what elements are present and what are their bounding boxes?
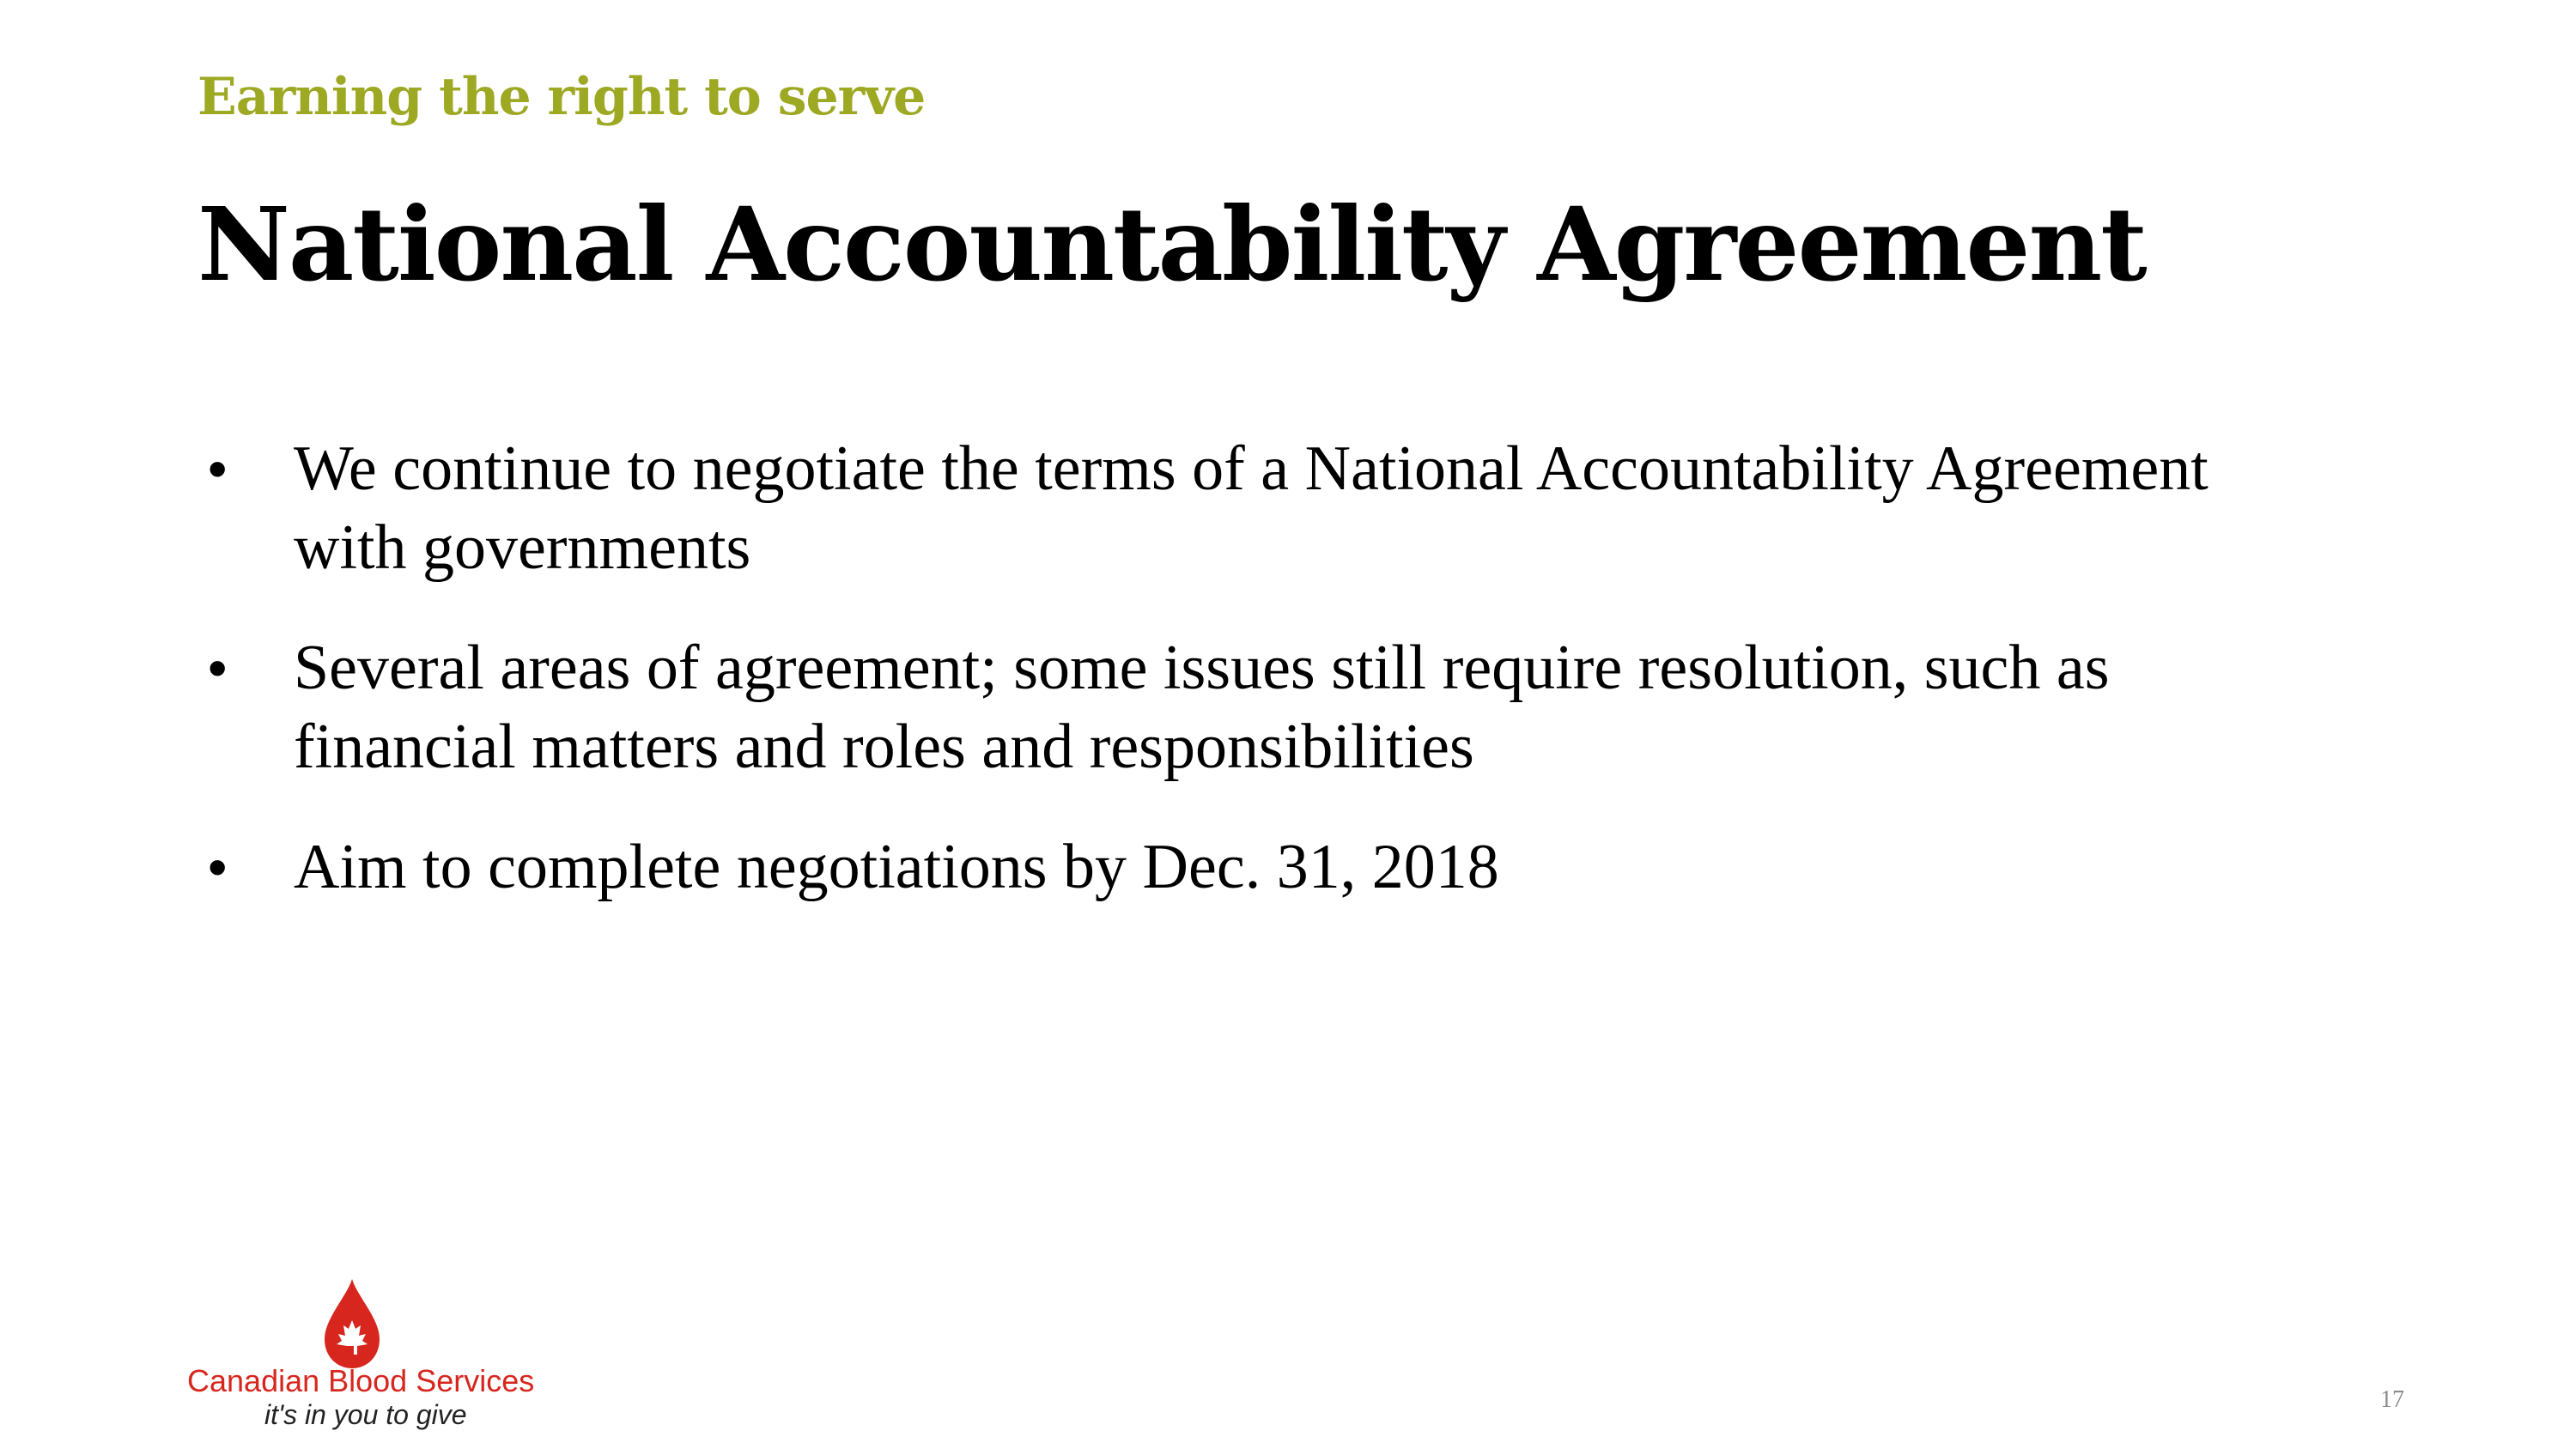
bullet-marker: • — [208, 836, 228, 898]
bullet-list — [197, 429, 2258, 948]
blood-drop-maple-leaf-icon — [318, 1277, 386, 1372]
bullet-text: Aim to complete negotiations by Dec. 31, 2018 — [294, 832, 1499, 902]
logo-name: Canadian Blood Services — [187, 1363, 535, 1398]
bullet-marker: • — [208, 637, 228, 699]
bullet-text: We continue to negotiate the terms of a National Accountability Agreement with governments — [294, 433, 2208, 583]
section-label: Earning the right to serve — [197, 67, 926, 127]
page-number: 17 — [2380, 1386, 2404, 1413]
bullet-item — [197, 828, 2258, 906]
logo-tagline: it's in you to give — [264, 1399, 467, 1430]
bullet-item — [197, 429, 2258, 587]
slide-title: National Accountability Agreement — [197, 185, 2146, 304]
canadian-blood-services-logo — [187, 1277, 548, 1440]
bullet-text: Several areas of agreement; some issues still require resolution, such as financial matters and roles and responsibilities — [294, 633, 2110, 782]
bullet-item — [197, 628, 2258, 786]
bullet-marker: • — [208, 438, 228, 500]
